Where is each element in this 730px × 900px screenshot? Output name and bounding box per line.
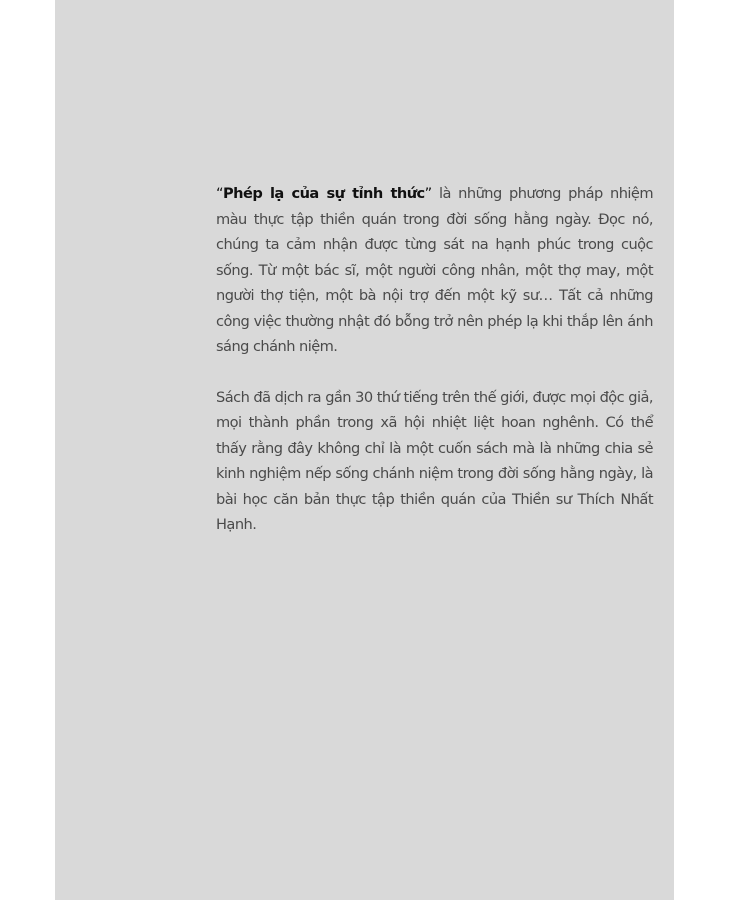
paragraph-reception: Sách đã dịch ra gần 30 thứ tiếng trên thế giới, được mọi độc giả, mọi thành phần trong xã hội nhiệt liệt hoan nghênh. Có thể thấy rằng đây không chỉ là một cuốn sách mà là những chia sẻ kinh nghiệm nếp sống chánh niệm trong đời sống hằng ngày, là bài học căn bản thực tập thiền quán của Thiền sư Thích Nhất Hạnh.: [216, 388, 653, 533]
paragraph-intro-text: là những phương pháp nhiệm màu thực tập thiền quán trong đời sống hằng ngày. Đọc nó, chúng ta cảm nhận được từng sát na hạnh phúc trong cuộc sống. Từ một bác sĩ, một người công nhân, một thợ may, một người thợ tiện, một bà nội trợ đến một kỹ sư… Tất cả những công việc thường nhật đó bỗng trở nên phép lạ khi thắp lên ánh sáng chánh niệm.: [216, 185, 653, 355]
book-title-quote: [216, 185, 432, 202]
book-title: Phép lạ của sự tỉnh thức: [223, 185, 425, 202]
book-back-cover: [55, 0, 674, 900]
open-quote: “: [216, 185, 224, 202]
cover-text-block: [216, 181, 653, 538]
paragraph-intro: [216, 181, 653, 360]
close-quote: ”: [424, 185, 432, 202]
